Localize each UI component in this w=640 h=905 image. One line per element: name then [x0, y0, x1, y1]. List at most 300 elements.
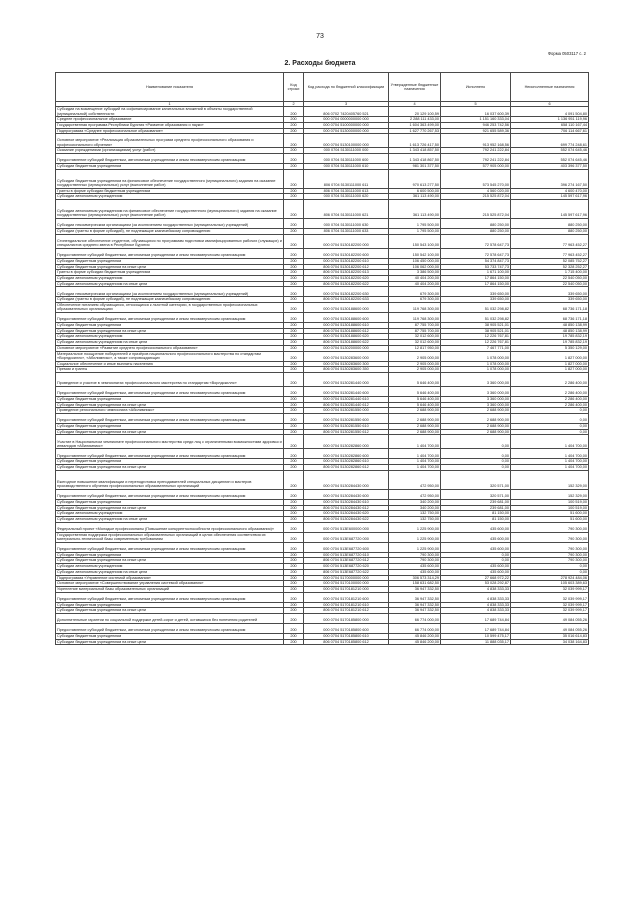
- row-line-code: 200: [284, 340, 304, 346]
- row-name: Предоставление субсидий бюджетным, автономным учреждениям и иным некоммерческим организациям: [56, 624, 284, 634]
- row-unexecuted: 152 329,00: [511, 489, 589, 499]
- row-name: Субсидии бюджетным учреждениям: [56, 552, 284, 558]
- row-line-code: 200: [284, 303, 304, 313]
- row-approved: 1 795 500,00: [389, 219, 441, 229]
- header-approved: Утвержденные бюджетные назначения: [389, 73, 441, 102]
- row-approved: 981 301 377,50: [389, 164, 441, 170]
- row-approved: 36 947 332,50: [389, 602, 441, 608]
- row-unexecuted: 35 016 614,83: [511, 634, 589, 640]
- row-line-code: 200: [284, 396, 304, 402]
- row-name: Предоставление субсидий бюджетным, автономным учреждениям и иным некоммерческим организациям: [56, 386, 284, 396]
- row-line-code: 200: [284, 219, 304, 229]
- row-unexecuted: 552 074 645,46: [511, 148, 589, 154]
- column-number: 5: [441, 102, 511, 107]
- row-line-code: 200: [284, 592, 304, 602]
- table-row: [56, 532, 589, 542]
- row-approved: 361 113 490,00: [389, 194, 441, 200]
- row-unexecuted: 339 650,00: [511, 287, 589, 297]
- row-unexecuted: 32 039 999,17: [511, 608, 589, 614]
- row-approved: 679 300,00: [389, 287, 441, 297]
- row-line-code: 200: [284, 542, 304, 552]
- row-name: Субсидии бюджетным учреждениям: [56, 634, 284, 640]
- table-row: [56, 614, 589, 624]
- row-classification-code: 000 0704 5130282860 600: [304, 449, 389, 459]
- row-approved: 36 947 332,50: [389, 586, 441, 592]
- row-name: Субсидии бюджетным учреждениям на финансовое обеспечение государственного (муниципального) задания на оказание государственных (муниципальных) услуг (выполнение работ): [56, 169, 284, 188]
- row-unexecuted: 51 600,00: [511, 511, 589, 517]
- row-approved: 32 012 600,00: [389, 340, 441, 346]
- row-classification-code: 806 0704 5130182200 613: [304, 270, 389, 276]
- row-unexecuted: 77 963 452,27: [511, 234, 589, 248]
- row-executed: 1 078 000,00: [441, 367, 511, 373]
- table-row: [56, 449, 589, 459]
- row-name: Субсидии бюджетным учреждениям на иные цели: [56, 505, 284, 511]
- row-line-code: 200: [284, 351, 304, 361]
- row-classification-code: 000 0704 5130111000 000: [304, 148, 389, 154]
- row-executed: 72 578 647,73: [441, 248, 511, 258]
- row-name: Субсидии бюджетным учреждениям на иные цели: [56, 402, 284, 408]
- row-name: Обеспечение питанием обучающихся, относящихся к льготной категории, в государственных профессиональных образовательных организациях: [56, 303, 284, 313]
- row-approved: 158 631 682,50: [389, 581, 441, 587]
- row-executed: 435 600,00: [441, 532, 511, 542]
- row-name: Субсидии автономным учреждениям на иные цели: [56, 281, 284, 287]
- table-row: [56, 351, 589, 361]
- column-number: 1: [56, 102, 284, 107]
- header-executed: Исполнено: [441, 73, 511, 102]
- row-unexecuted: 790 300,00: [511, 542, 589, 552]
- row-line-code: 200: [284, 614, 304, 624]
- row-name: Субсидии некоммерческим организациям (за исключением государственных (муниципальных) учреждений): [56, 219, 284, 229]
- row-name: Основное мероприятие «Совершенствование управления системой образования»: [56, 581, 284, 587]
- row-classification-code: 000 0704 5130281550 610: [304, 424, 389, 430]
- row-approved: 2 905 000,00: [389, 351, 441, 361]
- row-unexecuted: 48 850 138,99: [511, 323, 589, 329]
- table-row: [56, 522, 589, 532]
- row-classification-code: 000 0704 513E687720 620: [304, 564, 389, 570]
- row-classification-code: 806 0704 513E687720 612: [304, 558, 389, 564]
- row-classification-code: 806 0704 5130182200 622: [304, 281, 389, 287]
- row-executed: 11 888 035,17: [441, 639, 511, 645]
- row-approved: 12 817 950,00: [389, 345, 441, 351]
- row-approved: 1 404 700,00: [389, 465, 441, 471]
- row-unexecuted: 32 039 999,17: [511, 602, 589, 608]
- row-line-code: 200: [284, 313, 304, 323]
- row-name: Предоставление субсидий бюджетным, автономным учреждениям и иным некоммерческим организациям: [56, 542, 284, 552]
- row-executed: 2 688 900,00: [441, 414, 511, 424]
- row-name: Субсидии некоммерческим организациям (за исключением государственных (муниципальных) учреждений): [56, 287, 284, 297]
- row-classification-code: 000 0704 5170100000 000: [304, 581, 389, 587]
- row-unexecuted: 0,00: [511, 564, 589, 570]
- row-approved: 1 225 900,00: [389, 532, 441, 542]
- table-row: [56, 592, 589, 602]
- row-name: Федеральный проект «Молодые профессионалы (Повышение конкурентоспособности профессионального образования)»: [56, 522, 284, 532]
- row-executed: 27 668 972,22: [441, 575, 511, 581]
- row-classification-code: 806 0704 5130188600 612: [304, 328, 389, 334]
- row-classification-code: 000 0704 5130111000 610: [304, 164, 389, 170]
- row-line-code: 200: [284, 564, 304, 570]
- row-executed: 792 241 222,84: [441, 154, 511, 164]
- row-line-code: 200: [284, 386, 304, 396]
- table-row: [56, 248, 589, 258]
- table-row: [56, 435, 589, 449]
- row-line-code: 200: [284, 408, 304, 414]
- row-executed: 339 650,00: [441, 297, 511, 303]
- row-executed: 53 028 292,87: [441, 581, 511, 587]
- row-unexecuted: 1 404 700,00: [511, 459, 589, 465]
- row-classification-code: 000 0704 5130111000 600: [304, 154, 389, 164]
- row-unexecuted: 68 736 171,18: [511, 313, 589, 323]
- row-line-code: 200: [284, 575, 304, 581]
- row-line-code: 200: [284, 639, 304, 645]
- row-unexecuted: 51 600,00: [511, 517, 589, 523]
- row-unexecuted: 1 136 951 119,96: [511, 117, 589, 123]
- row-unexecuted: 2 286 400,00: [511, 402, 589, 408]
- row-unexecuted: 49 084 055,26: [511, 614, 589, 624]
- row-executed: 320 571,00: [441, 489, 511, 499]
- row-executed: 4 560 020,00: [441, 188, 511, 194]
- row-executed: 1 078 000,00: [441, 351, 511, 361]
- row-line-code: 200: [284, 148, 304, 154]
- row-approved: 1 613 726 417,50: [389, 134, 441, 148]
- row-name: Субсидии бюджетным учреждениям на иные цели: [56, 264, 284, 270]
- row-unexecuted: 790 300,00: [511, 552, 589, 558]
- row-line-code: 200: [284, 414, 304, 424]
- row-line-code: 200: [284, 517, 304, 523]
- row-line-code: 200: [284, 367, 304, 373]
- row-executed: 54 374 847,73: [441, 258, 511, 264]
- row-line-code: 200: [284, 107, 304, 117]
- row-executed: 215 525 872,04: [441, 194, 511, 200]
- row-name: Субсидии автономным учреждениям: [56, 564, 284, 570]
- row-unexecuted: 790 300,00: [511, 532, 589, 542]
- row-name: Субсидии бюджетным учреждениям на иные цели: [56, 328, 284, 334]
- row-executed: 17 864 150,00: [441, 275, 511, 281]
- row-unexecuted: 706 114 667,61: [511, 128, 589, 134]
- row-line-code: 200: [284, 429, 304, 435]
- row-classification-code: 806 0704 5130282860 612: [304, 465, 389, 471]
- row-approved: 106 062 000,00: [389, 264, 441, 270]
- row-approved: 2 688 900,00: [389, 408, 441, 414]
- row-approved: 6 600 500,00: [389, 188, 441, 194]
- row-unexecuted: 5 350 129,00: [511, 345, 589, 351]
- row-executed: 0,00: [441, 558, 511, 564]
- row-line-code: 200: [284, 328, 304, 334]
- row-executed: 239 681,00: [441, 499, 511, 505]
- row-line-code: 200: [284, 169, 304, 188]
- row-classification-code: 000 0704 5170000000 000: [304, 575, 389, 581]
- row-classification-code: 000 0704 5130111000 630: [304, 219, 389, 229]
- row-executed: 17 689 744,84: [441, 614, 511, 624]
- row-line-code: 200: [284, 532, 304, 542]
- row-approved: 87 755 700,00: [389, 323, 441, 329]
- row-approved: 36 947 332,50: [389, 592, 441, 602]
- row-executed: 1 671 100,00: [441, 270, 511, 276]
- row-name: Субсидии бюджетным учреждениям: [56, 602, 284, 608]
- row-line-code: 200: [284, 229, 304, 235]
- table-row: [56, 303, 589, 313]
- row-unexecuted: 2 286 400,00: [511, 396, 589, 402]
- row-name: Предоставление субсидий бюджетным, автономным учреждениям и иным некоммерческим организациям: [56, 154, 284, 164]
- row-line-code: 200: [284, 345, 304, 351]
- row-classification-code: 806 0704 5130284430 622: [304, 517, 389, 523]
- row-unexecuted: 0,00: [511, 414, 589, 424]
- row-approved: 45 846 200,00: [389, 634, 441, 640]
- row-unexecuted: 48 850 138,99: [511, 328, 589, 334]
- row-unexecuted: 52 085 752,27: [511, 258, 589, 264]
- row-approved: 66 774 000,00: [389, 624, 441, 634]
- row-line-code: 200: [284, 424, 304, 430]
- row-executed: 51 032 298,82: [441, 303, 511, 313]
- row-name: Участие в Национальном чемпионате профессионального мастерства среди лиц с ограниченными возможностями здоровья и инвалидов «Абилимпикс»: [56, 435, 284, 449]
- table-row: [56, 134, 589, 148]
- row-executed: 38 905 521,01: [441, 328, 511, 334]
- row-executed: 946 253 742,56: [441, 122, 511, 128]
- row-approved: 40 404 200,00: [389, 281, 441, 287]
- row-executed: 435 600,00: [441, 542, 511, 552]
- row-executed: 3 360 000,00: [441, 372, 511, 386]
- section-title: 2. Расходы бюджета: [284, 60, 356, 67]
- row-unexecuted: 4 600 470,00: [511, 188, 589, 194]
- row-executed: 2 688 900,00: [441, 408, 511, 414]
- row-line-code: 200: [284, 402, 304, 408]
- row-name: Предоставление субсидий бюджетным, автономным учреждениям и иным некоммерческим организациям: [56, 414, 284, 424]
- row-executed: 215 525 872,04: [441, 200, 511, 219]
- row-unexecuted: 403 396 377,50: [511, 164, 589, 170]
- row-classification-code: 806 0704 5130111000 613: [304, 188, 389, 194]
- row-executed: 81 150,00: [441, 511, 511, 517]
- row-classification-code: 806 0704 5130284430 612: [304, 505, 389, 511]
- row-unexecuted: 699 774 248,61: [511, 134, 589, 148]
- row-unexecuted: 2 286 400,00: [511, 386, 589, 396]
- row-executed: 12 226 767,81: [441, 334, 511, 340]
- row-unexecuted: 68 736 171,18: [511, 303, 589, 313]
- row-line-code: 200: [284, 558, 304, 564]
- row-name: Субсидии автономным учреждениям: [56, 275, 284, 281]
- row-name: Предоставление субсидий бюджетным, автономным учреждениям и иным некоммерческим организациям: [56, 248, 284, 258]
- row-classification-code: 000 0704 5130188600 610: [304, 323, 389, 329]
- row-classification-code: 000 0704 5130281440 000: [304, 372, 389, 386]
- row-executed: 10 599 475,17: [441, 634, 511, 640]
- row-approved: 132 750,00: [389, 511, 441, 517]
- row-line-code: 200: [284, 505, 304, 511]
- table-row: [56, 107, 589, 117]
- row-line-code: 200: [284, 449, 304, 459]
- row-approved: 790 300,00: [389, 558, 441, 564]
- row-name: Субсидии бюджетным учреждениям: [56, 499, 284, 505]
- row-classification-code: 000 0704 5130188600 600: [304, 313, 389, 323]
- row-name: Субсидии на возмещение субсидий на софинансирование капитальных вложений в объекты государственной (муниципальной) собственности: [56, 107, 284, 117]
- row-classification-code: 806 0704 5130182200 633: [304, 297, 389, 303]
- row-classification-code: 806 0704 5130111000 633: [304, 229, 389, 235]
- column-number: 2: [284, 102, 304, 107]
- row-classification-code: 000 0704 5130284430 600: [304, 489, 389, 499]
- row-classification-code: 000 0704 5130200000 000: [304, 345, 389, 351]
- row-line-code: 200: [284, 552, 304, 558]
- row-classification-code: 000 0704 5130100000 000: [304, 134, 389, 148]
- row-name: Предоставление субсидий бюджетным, автономным учреждениям и иным некоммерческим организациям: [56, 489, 284, 499]
- row-classification-code: 000 0704 5170185800 000: [304, 614, 389, 624]
- row-classification-code: 000 0704 5130283600 300: [304, 361, 389, 367]
- row-unexecuted: 100 519,00: [511, 505, 589, 511]
- row-approved: 36 947 332,50: [389, 608, 441, 614]
- row-name: Материальное поощрение победителей и призёров национального профессионального мастерства по стандартам «Ворлдскиллс», «Абилимпикс», а также сопровождающих: [56, 351, 284, 361]
- row-name: Субсидии бюджетным учреждениям: [56, 459, 284, 465]
- row-executed: 51 032 298,82: [441, 313, 511, 323]
- row-executed: 4 838 333,33: [441, 592, 511, 602]
- table-row: [56, 200, 589, 219]
- row-name: Субсидии бюджетным учреждениям на иные цели: [56, 429, 284, 435]
- row-name: Субсидии бюджетным учреждениям: [56, 323, 284, 329]
- row-classification-code: 806 0704 5170181210 612: [304, 608, 389, 614]
- header-unexecuted: Неисполненные назначения: [511, 73, 589, 102]
- column-number: 4: [389, 102, 441, 107]
- row-line-code: 200: [284, 297, 304, 303]
- row-name: Субсидии автономным учреждениям на иные цели: [56, 569, 284, 575]
- row-line-code: 200: [284, 117, 304, 123]
- row-executed: 81 150,00: [441, 517, 511, 523]
- row-name: Субсидии бюджетным учреждениям: [56, 424, 284, 430]
- row-name: Субсидии бюджетным учреждениям: [56, 258, 284, 264]
- row-line-code: 200: [284, 634, 304, 640]
- row-unexecuted: 32 039 999,17: [511, 592, 589, 602]
- row-name: Предоставление субсидий бюджетным, автономным учреждениям и иным некоммерческим организациям: [56, 592, 284, 602]
- row-name: Субсидии автономным учреждениям: [56, 334, 284, 340]
- row-classification-code: 806 0704 5130281550 612: [304, 429, 389, 435]
- row-name: Субсидии бюджетным учреждениям на иные цели: [56, 639, 284, 645]
- row-approved: 435 600,00: [389, 569, 441, 575]
- row-approved: 5 646 400,00: [389, 402, 441, 408]
- expenditure-table: [55, 72, 589, 645]
- row-line-code: 200: [284, 608, 304, 614]
- row-unexecuted: 32 039 999,17: [511, 586, 589, 592]
- row-name: Стипендиальное обеспечение студентов, обучающихся по программам подготовки квалифицированных рабочих (служащих) и специалистов среднего звена в Республике Бурятия: [56, 234, 284, 248]
- row-name: Основное мероприятие «Развитие среднего профессионального образования»: [56, 345, 284, 351]
- row-line-code: 200: [284, 281, 304, 287]
- row-classification-code: 806 0704 5130188600 622: [304, 340, 389, 346]
- row-executed: 880 250,00: [441, 229, 511, 235]
- row-unexecuted: 152 329,00: [511, 470, 589, 489]
- table-row: [56, 313, 589, 323]
- row-approved: 1 404 700,00: [389, 449, 441, 459]
- row-executed: 12 226 767,81: [441, 340, 511, 346]
- row-classification-code: 000 0704 5170185800 600: [304, 624, 389, 634]
- row-approved: 119 768 300,00: [389, 313, 441, 323]
- row-classification-code: 000 0704 5130284430 610: [304, 499, 389, 505]
- row-executed: 4 838 333,33: [441, 608, 511, 614]
- row-line-code: 200: [284, 602, 304, 608]
- row-approved: 66 774 000,00: [389, 614, 441, 624]
- row-executed: 4 838 333,33: [441, 586, 511, 592]
- row-unexecuted: 658 110 167,44: [511, 122, 589, 128]
- row-name: Среднее профессиональное образование: [56, 117, 284, 123]
- row-executed: 913 952 168,56: [441, 134, 511, 148]
- row-unexecuted: 1 715 400,00: [511, 270, 589, 276]
- row-line-code: 200: [284, 258, 304, 264]
- row-approved: 150 542 100,00: [389, 248, 441, 258]
- row-name: Субсидии бюджетным учреждениям на иные цели: [56, 558, 284, 564]
- row-executed: 573 545 270,00: [441, 169, 511, 188]
- row-line-code: 200: [284, 372, 304, 386]
- row-name: Премии и гранты: [56, 367, 284, 373]
- row-classification-code: 000 0704 5100000000 000: [304, 122, 389, 128]
- row-name: Субсидии автономным учреждениям: [56, 194, 284, 200]
- row-classification-code: 000 0704 5130182200 000: [304, 234, 389, 248]
- row-line-code: 200: [284, 200, 304, 219]
- row-approved: 790 300,00: [389, 552, 441, 558]
- row-executed: 2 688 900,00: [441, 429, 511, 435]
- row-line-code: 200: [284, 361, 304, 367]
- row-executed: 921 655 589,36: [441, 128, 511, 134]
- row-unexecuted: 0,00: [511, 429, 589, 435]
- row-name: Дополнительные гарантии по социальной поддержке детей-сирот и детей, оставшихся без попечения родителей: [56, 614, 284, 624]
- row-approved: 1 627 770 267,53: [389, 128, 441, 134]
- row-approved: 2 688 900,00: [389, 429, 441, 435]
- row-approved: 1 604 363 499,00: [389, 122, 441, 128]
- row-unexecuted: 339 650,00: [511, 297, 589, 303]
- row-name: Оказание учреждениями (организациями) услуг (работ): [56, 148, 284, 154]
- row-line-code: 200: [284, 489, 304, 499]
- row-name: Государственная поддержка профессиональных образовательных организаций в целях обеспечения соответствия их материально-технической базы современным требованиям: [56, 532, 284, 542]
- row-approved: 970 613 277,50: [389, 169, 441, 188]
- row-approved: 340 200,00: [389, 505, 441, 511]
- row-classification-code: 000 0704 5130111000 620: [304, 194, 389, 200]
- row-name: Гранты в форме субсидии бюджетным учреждениям: [56, 270, 284, 276]
- row-name: Укрепление материальной базы образовательных организаций: [56, 586, 284, 592]
- row-executed: 320 571,00: [441, 470, 511, 489]
- row-approved: 45 846 200,00: [389, 639, 441, 645]
- row-line-code: 200: [284, 122, 304, 128]
- row-unexecuted: 4 091 504,80: [511, 107, 589, 117]
- table-row: [56, 372, 589, 386]
- row-unexecuted: 19 785 832,19: [511, 334, 589, 340]
- row-line-code: 200: [284, 248, 304, 258]
- row-executed: 72 578 647,73: [441, 234, 511, 248]
- row-classification-code: 000 0704 0000000000 000: [304, 117, 389, 123]
- row-executed: 53 733 747,73: [441, 264, 511, 270]
- row-executed: 3 360 000,00: [441, 386, 511, 396]
- row-approved: 1 795 500,00: [389, 229, 441, 235]
- row-classification-code: 000 0704 5170181210 600: [304, 592, 389, 602]
- row-name: Субсидии (гранты в форме субсидий), не подлежащие казначейскому сопровождению: [56, 229, 284, 235]
- row-name: Государственная программа Республики Бурятия «Развитие образования и науки»: [56, 122, 284, 128]
- row-name: Субсидии автономным учреждениям на финансовое обеспечение государственного (муниципального) задания на оказание государственных (муниципальных) услуг (выполнение работ): [56, 200, 284, 219]
- table-row: [56, 489, 589, 499]
- row-line-code: 200: [284, 270, 304, 276]
- row-line-code: 200: [284, 459, 304, 465]
- row-line-code: 200: [284, 164, 304, 170]
- row-approved: 5 646 400,00: [389, 396, 441, 402]
- row-approved: 679 300,00: [389, 297, 441, 303]
- row-classification-code: 000 0704 5130182200 620: [304, 275, 389, 281]
- row-name: Субсидии (гранты в форме субсидий), не подлежащие казначейскому сопровождению: [56, 297, 284, 303]
- row-classification-code: 000 0704 513E687720 610: [304, 552, 389, 558]
- row-unexecuted: 1 404 700,00: [511, 435, 589, 449]
- row-approved: 1 225 900,00: [389, 522, 441, 532]
- row-classification-code: 000 0704 513E600000 000: [304, 522, 389, 532]
- row-name: Ежегодное повышение квалификации и переподготовка преподавателей специальных дисциплин и мастеров производственного обучения профессиональных образовательных организаций: [56, 470, 284, 489]
- row-unexecuted: 0,00: [511, 569, 589, 575]
- row-name: Субсидии автономным учреждениям: [56, 511, 284, 517]
- row-unexecuted: 2 286 400,00: [511, 372, 589, 386]
- row-name: Субсидии автономным учреждениям на иные цели: [56, 340, 284, 346]
- row-unexecuted: 22 540 050,00: [511, 281, 589, 287]
- row-line-code: 200: [284, 275, 304, 281]
- row-unexecuted: 34 038 164,83: [511, 639, 589, 645]
- row-classification-code: 806 0704 5130283600 350: [304, 367, 389, 373]
- row-name: Субсидии бюджетным учреждениям: [56, 396, 284, 402]
- row-unexecuted: 145 597 617,96: [511, 200, 589, 219]
- row-line-code: 200: [284, 581, 304, 587]
